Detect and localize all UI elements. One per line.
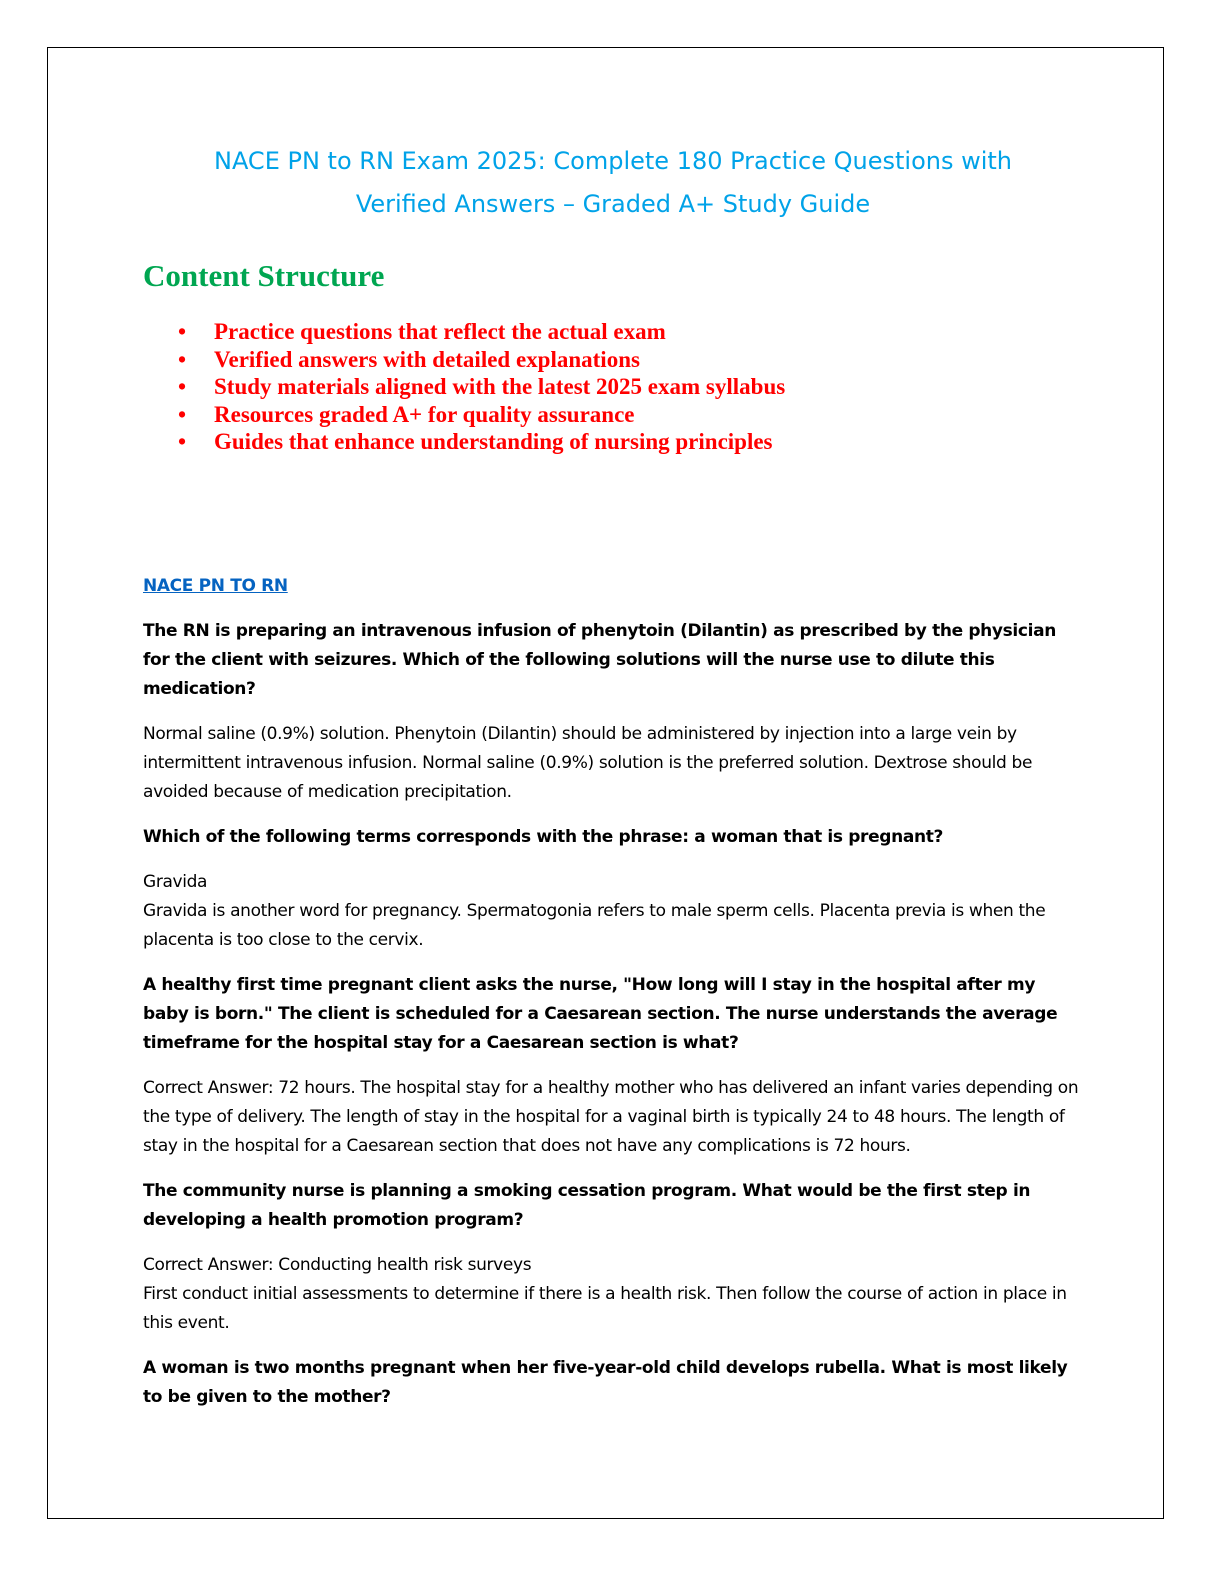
document-title-line-2: Verified Answers – Graded A+ Study Guide [355, 190, 871, 218]
answer-explanation: First conduct initial assessments to determine if there is a health risk. Then follow the course of action in place in this event. [143, 1284, 1067, 1333]
bullet-icon: • [178, 374, 187, 399]
answer-line: Correct Answer: Conducting health risk surveys [143, 1255, 532, 1275]
qa-section [143, 572, 1083, 1428]
bullet-icon: • [178, 429, 187, 454]
document-title [133, 140, 1093, 226]
question-text: A healthy first time pregnant client asks the nurse, "How long will I stay in the hospital after my baby is born." The client is scheduled for a Caesarean section. The nurse understands the average timeframe for the hospital stay for a Caesarean section is what? [143, 975, 1058, 1053]
feature-item [143, 346, 1083, 374]
bullet-icon: • [178, 319, 187, 344]
answer-text [143, 1251, 1083, 1338]
answer-line: Correct Answer: 72 hours. The hospital stay for a healthy mother who has delivered an infant varies depending on the type of delivery. The length of stay in the hospital for a vaginal birth is typically 24 to 48 hours. The length of stay in the hospital for a Caesarean section that does not have any complications is 72 hours. [143, 1078, 1079, 1156]
answer-text [143, 720, 1083, 807]
answer-line: Gravida [143, 872, 208, 892]
document-title-line-1: NACE PN to RN Exam 2025: Complete 180 Practice Questions with [213, 147, 1013, 175]
question-text: A woman is two months pregnant when her five-year-old child develops rubella. What is most likely to be given to the mother? [143, 1358, 1068, 1407]
bullet-icon: • [178, 401, 187, 427]
question-text: Which of the following terms corresponds with the phrase: a woman that is pregnant? [143, 827, 944, 847]
section-link[interactable]: NACE PN TO RN [143, 576, 288, 596]
section-heading: Content Structure [143, 258, 385, 293]
feature-item [143, 428, 1083, 456]
bullet-icon: • [178, 346, 187, 372]
feature-text: Resources graded A+ for quality assurance [214, 401, 635, 427]
feature-text: Guides that enhance understanding of nursing principles [214, 429, 773, 454]
feature-item [143, 318, 1083, 346]
answer-text [143, 868, 1083, 955]
answer-line: Normal saline (0.9%) solution. Phenytoin (Dilantin) should be administered by injection into a large vein by intermittent intravenous infusion. Normal saline (0.9%) solution is the preferred solution. Dextrose should be avoided because of medication precipitation. [143, 724, 1033, 802]
feature-text: Practice questions that reflect the actual exam [214, 319, 666, 344]
question-text: The RN is preparing an intravenous infusion of phenytoin (Dilantin) as prescribed by the physician for the client with seizures. Which of the following solutions will the nurse use to dilute this medication? [143, 621, 1056, 699]
question-text: The community nurse is planning a smoking cessation program. What would be the first step in developing a health promotion program? [143, 1181, 1031, 1230]
feature-text: Study materials aligned with the latest 2025 exam syllabus [214, 374, 786, 399]
feature-list [143, 318, 1083, 456]
answer-explanation: Gravida is another word for pregnancy. Spermatogonia refers to male sperm cells. Placenta previa is when the placenta is too close to the cervix. [143, 901, 1046, 950]
document-content [143, 140, 1083, 456]
feature-item [143, 401, 1083, 429]
feature-item [143, 373, 1083, 401]
answer-text [143, 1074, 1083, 1161]
feature-text: Verified answers with detailed explanations [214, 346, 640, 372]
